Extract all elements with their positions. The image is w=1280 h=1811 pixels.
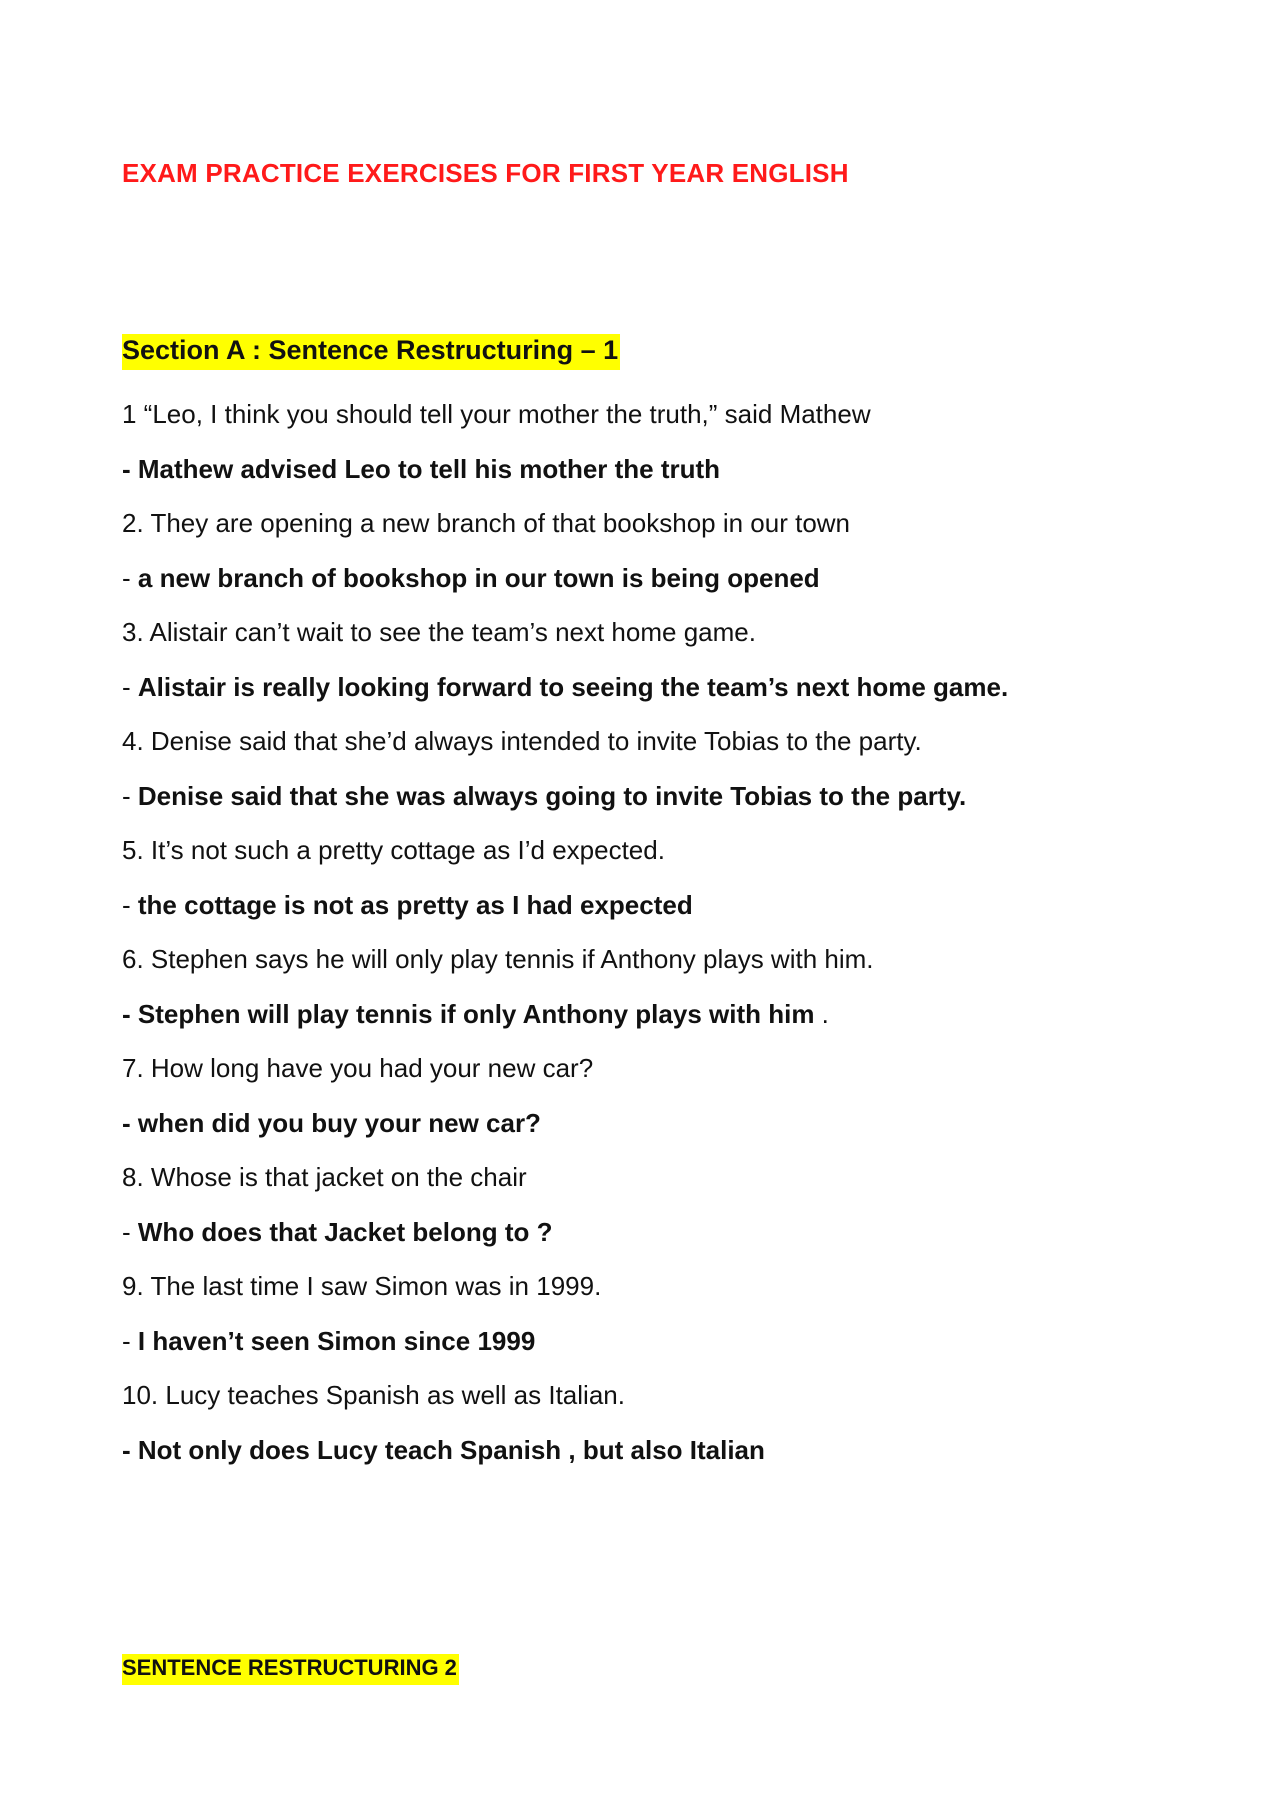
answer-dash: - [122, 1216, 138, 1247]
exercise-4-answer [122, 779, 1182, 834]
answer-text: Stephen will play tennis if only Anthony plays with him [137, 998, 815, 1029]
exercise-4-question: 4. Denise said that she’d always intended to invite Tobias to the party. [122, 726, 922, 756]
exercise-6-question: 6. Stephen says he will only play tennis if Anthony plays with him. [122, 944, 874, 974]
answer-dash: - [122, 671, 138, 702]
answer-dash: - [122, 453, 138, 484]
exercise-5-question: 5. It’s not such a pretty cottage as I’d expected. [122, 835, 665, 865]
exercise-1-question: 1 “Leo, I think you should tell your mother the truth,” said Mathew [122, 399, 871, 429]
exercise-3-answer [122, 670, 1182, 725]
section-a-heading: Section A : Sentence Restructuring – 1 [122, 334, 620, 370]
answer-text: Who does that Jacket belong to ? [137, 1216, 553, 1247]
answer-dash: - [122, 562, 138, 593]
exercise-2-question: 2. They are opening a new branch of that bookshop in our town [122, 508, 851, 538]
section-b-heading: SENTENCE RESTRUCTURING 2 [122, 1654, 459, 1685]
answer-dash: - [122, 1434, 138, 1465]
exercise-list [122, 397, 1182, 1487]
document-title: EXAM PRACTICE EXERCISES FOR FIRST YEAR ENGLISH [122, 158, 849, 188]
exercise-2-answer [122, 561, 1182, 616]
exercise-7-question: 7. How long have you had your new car? [122, 1053, 594, 1083]
exercise-10-question: 10. Lucy teaches Spanish as well as Italian. [122, 1380, 625, 1410]
exercise-8-answer [122, 1215, 1182, 1270]
exercise-8-question: 8. Whose is that jacket on the chair [122, 1162, 527, 1192]
exercise-6-answer [122, 997, 1182, 1052]
answer-dash: - [122, 889, 138, 920]
answer-trail: . [814, 998, 829, 1029]
answer-text: the cottage is not as pretty as I had expected [137, 889, 693, 920]
exercise-9-answer [122, 1324, 1182, 1379]
answer-text: Mathew advised Leo to tell his mother the truth [137, 453, 721, 484]
exercise-3-question: 3. Alistair can’t wait to see the team’s next home game. [122, 617, 756, 647]
answer-dash: - [122, 998, 138, 1029]
exercise-9-question: 9. The last time I saw Simon was in 1999. [122, 1271, 602, 1301]
answer-text: Alistair is really looking forward to seeing the team’s next home game. [137, 671, 1009, 702]
answer-dash: - [122, 780, 138, 811]
answer-text: when did you buy your new car? [137, 1107, 541, 1138]
exercise-10-answer [122, 1433, 1182, 1488]
answer-text: Denise said that she was always going to invite Tobias to the party. [137, 780, 967, 811]
answer-text: Not only does Lucy teach Spanish , but also Italian [137, 1434, 765, 1465]
answer-text: I haven’t seen Simon since 1999 [137, 1325, 536, 1356]
exercise-1-answer [122, 452, 1182, 507]
answer-text: a new branch of bookshop in our town is being opened [137, 562, 820, 593]
answer-dash: - [122, 1107, 138, 1138]
answer-dash: - [122, 1325, 138, 1356]
exercise-7-answer [122, 1106, 1182, 1161]
exercise-5-answer [122, 888, 1182, 943]
